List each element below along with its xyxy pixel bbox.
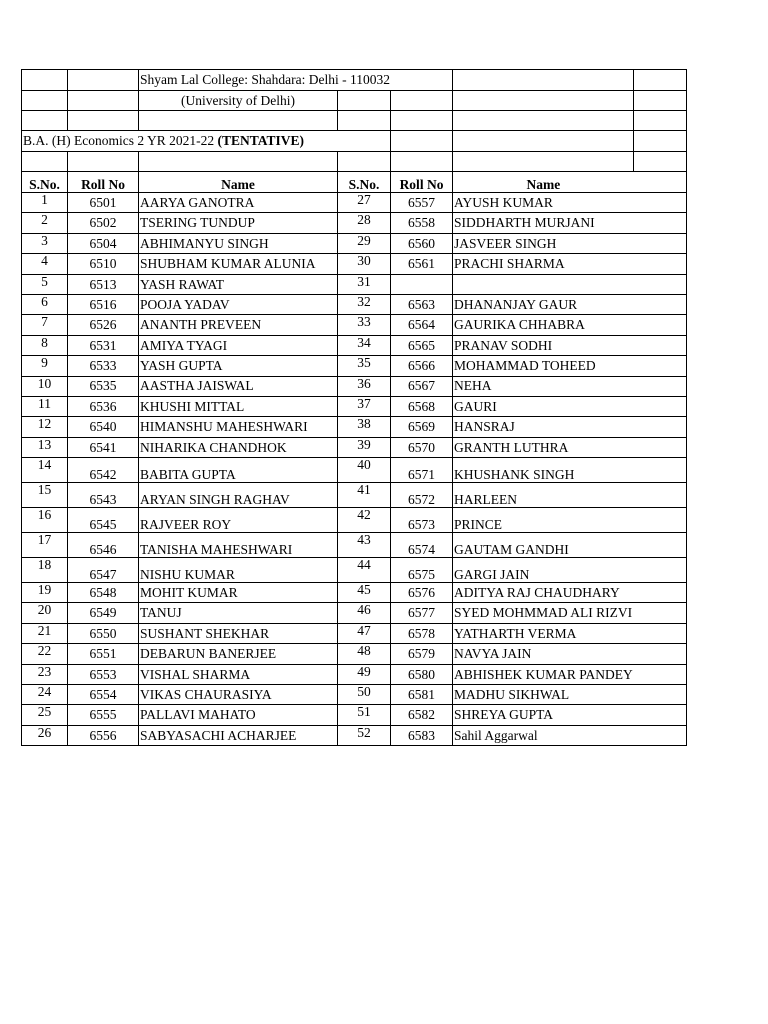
roll-number-cell: 6561 (391, 254, 453, 274)
table-row (22, 685, 687, 705)
roll-number-cell: 6580 (391, 664, 453, 684)
serial-number-cell: 46 (338, 603, 391, 623)
roll-number-cell: 6541 (68, 437, 139, 457)
roll-number-cell: 6526 (68, 315, 139, 335)
student-name-cell: SABYASACHI ACHARJEE (139, 725, 338, 745)
serial-number-cell: 29 (338, 233, 391, 253)
serial-number-cell: 47 (338, 623, 391, 643)
roll-number-cell: 6560 (391, 233, 453, 253)
student-name-cell: MOHIT KUMAR (139, 583, 338, 603)
table-row (22, 725, 687, 745)
roll-number-cell: 6504 (68, 233, 139, 253)
table-row (22, 233, 687, 253)
empty-cell (634, 193, 687, 213)
student-name-cell: PRANAV SODHI (453, 335, 634, 355)
subtitle-row (22, 91, 687, 111)
roll-number-cell: 6546 (68, 533, 139, 558)
empty-cell (634, 396, 687, 416)
empty-cell (634, 644, 687, 664)
student-name-cell: SIDDHARTH MURJANI (453, 213, 634, 233)
table-row (22, 396, 687, 416)
serial-number-cell: 18 (22, 558, 68, 583)
roll-number-cell: 6545 (68, 508, 139, 533)
roll-number-cell: 6540 (68, 417, 139, 437)
blank-row (22, 152, 687, 172)
student-name-cell: DHANANJAY GAUR (453, 294, 634, 314)
empty-cell (634, 233, 687, 253)
roll-number-cell: 6573 (391, 508, 453, 533)
table-row (22, 558, 687, 583)
roll-number-cell: 6574 (391, 533, 453, 558)
sno-header: S.No. (22, 172, 68, 193)
roll-number-cell: 6531 (68, 335, 139, 355)
roll-number-cell: 6570 (391, 437, 453, 457)
student-name-cell: YATHARTH VERMA (453, 623, 634, 643)
serial-number-cell: 13 (22, 437, 68, 457)
empty-cell (634, 583, 687, 603)
roll-number-cell: 6581 (391, 685, 453, 705)
table-row (22, 705, 687, 725)
serial-number-cell: 32 (338, 294, 391, 314)
empty-cell (634, 376, 687, 396)
student-list-table (21, 69, 687, 746)
student-name-cell: AMIYA TYAGI (139, 335, 338, 355)
serial-number-cell: 38 (338, 417, 391, 437)
serial-number-cell: 5 (22, 274, 68, 294)
roll-number-cell: 6579 (391, 644, 453, 664)
serial-number-cell: 35 (338, 356, 391, 376)
table-row (22, 376, 687, 396)
student-name-cell: AASTHA JAISWAL (139, 376, 338, 396)
student-name-cell: RAJVEER ROY (139, 508, 338, 533)
serial-number-cell: 26 (22, 725, 68, 745)
student-name-cell: KHUSHANK SINGH (453, 458, 634, 483)
student-name-cell: TANISHA MAHESHWARI (139, 533, 338, 558)
roll-number-cell: 6563 (391, 294, 453, 314)
empty-cell (634, 315, 687, 335)
roll-number-cell: 6551 (68, 644, 139, 664)
course-row (22, 131, 687, 152)
roll-number-cell: 6550 (68, 623, 139, 643)
table-row (22, 533, 687, 558)
student-name-cell: GARGI JAIN (453, 558, 634, 583)
roll-number-cell: 6510 (68, 254, 139, 274)
college-title: Shyam Lal College: Shahdara: Delhi - 110032 (139, 70, 453, 91)
student-name-cell: NAVYA JAIN (453, 644, 634, 664)
serial-number-cell: 36 (338, 376, 391, 396)
student-name-cell: AARYA GANOTRA (139, 193, 338, 213)
roll-header: Roll No (68, 172, 139, 193)
roll-number-cell: 6565 (391, 335, 453, 355)
roll-number-cell: 6555 (68, 705, 139, 725)
serial-number-cell: 34 (338, 335, 391, 355)
serial-number-cell: 19 (22, 583, 68, 603)
roll-number-cell: 6501 (68, 193, 139, 213)
empty-cell (634, 685, 687, 705)
roll-header-2: Roll No (391, 172, 453, 193)
student-name-cell: Sahil Aggarwal (453, 725, 634, 745)
serial-number-cell: 42 (338, 508, 391, 533)
roll-number-cell: 6575 (391, 558, 453, 583)
roll-number-cell: 6536 (68, 396, 139, 416)
student-name-cell: SYED MOHMMAD ALI RIZVI (453, 603, 634, 623)
serial-number-cell: 16 (22, 508, 68, 533)
student-name-cell: GAUTAM GANDHI (453, 533, 634, 558)
student-name-cell: SUSHANT SHEKHAR (139, 623, 338, 643)
student-name-cell: HANSRAJ (453, 417, 634, 437)
empty-cell (634, 213, 687, 233)
serial-number-cell: 40 (338, 458, 391, 483)
serial-number-cell: 33 (338, 315, 391, 335)
blank-row (22, 111, 687, 131)
serial-number-cell: 37 (338, 396, 391, 416)
roll-number-cell: 6556 (68, 725, 139, 745)
serial-number-cell: 23 (22, 664, 68, 684)
empty-cell (634, 705, 687, 725)
student-name-cell (453, 274, 634, 294)
serial-number-cell: 31 (338, 274, 391, 294)
roll-number-cell: 6533 (68, 356, 139, 376)
student-name-cell: KHUSHI MITTAL (139, 396, 338, 416)
student-name-cell: MOHAMMAD TOHEED (453, 356, 634, 376)
empty-cell (634, 623, 687, 643)
serial-number-cell: 44 (338, 558, 391, 583)
serial-number-cell: 21 (22, 623, 68, 643)
student-name-cell: HARLEEN (453, 483, 634, 508)
empty-cell (634, 294, 687, 314)
name-header-2: Name (453, 172, 634, 193)
serial-number-cell: 15 (22, 483, 68, 508)
student-name-cell: TANUJ (139, 603, 338, 623)
student-name-cell: SHREYA GUPTA (453, 705, 634, 725)
tentative-label: (TENTATIVE) (217, 133, 304, 149)
serial-number-cell: 49 (338, 664, 391, 684)
table-row (22, 508, 687, 533)
table-row (22, 483, 687, 508)
serial-number-cell: 9 (22, 356, 68, 376)
student-name-cell: PRINCE (453, 508, 634, 533)
table-row (22, 356, 687, 376)
roll-number-cell: 6543 (68, 483, 139, 508)
table-row (22, 274, 687, 294)
roll-number-cell: 6558 (391, 213, 453, 233)
student-name-cell: BABITA GUPTA (139, 458, 338, 483)
empty-cell (634, 335, 687, 355)
serial-number-cell: 8 (22, 335, 68, 355)
header-row (22, 172, 687, 193)
empty-cell (634, 533, 687, 558)
table-row (22, 193, 687, 213)
student-name-cell: NEHA (453, 376, 634, 396)
table-row (22, 458, 687, 483)
roll-number-cell: 6549 (68, 603, 139, 623)
serial-number-cell: 41 (338, 483, 391, 508)
serial-number-cell: 17 (22, 533, 68, 558)
serial-number-cell: 14 (22, 458, 68, 483)
serial-number-cell: 22 (22, 644, 68, 664)
table-row (22, 213, 687, 233)
student-name-cell: ARYAN SINGH RAGHAV (139, 483, 338, 508)
roll-number-cell: 6516 (68, 294, 139, 314)
roll-number-cell: 6572 (391, 483, 453, 508)
roll-number-cell: 6569 (391, 417, 453, 437)
roll-number-cell: 6564 (391, 315, 453, 335)
student-name-cell: ABHISHEK KUMAR PANDEY (453, 664, 634, 684)
roll-number-cell: 6571 (391, 458, 453, 483)
roll-number-cell: 6577 (391, 603, 453, 623)
table-row (22, 603, 687, 623)
serial-number-cell: 12 (22, 417, 68, 437)
student-name-cell: GAURI (453, 396, 634, 416)
table-row (22, 294, 687, 314)
empty-cell (634, 437, 687, 457)
student-name-cell: NIHARIKA CHANDHOK (139, 437, 338, 457)
empty-cell (634, 508, 687, 533)
table-row (22, 254, 687, 274)
student-name-cell: POOJA YADAV (139, 294, 338, 314)
student-name-cell: YASH GUPTA (139, 356, 338, 376)
university-label: (University of Delhi) (139, 91, 338, 111)
student-name-cell: YASH RAWAT (139, 274, 338, 294)
serial-number-cell: 50 (338, 685, 391, 705)
roll-number-cell: 6578 (391, 623, 453, 643)
student-name-cell: AYUSH KUMAR (453, 193, 634, 213)
roll-number-cell: 6568 (391, 396, 453, 416)
student-name-cell: ADITYA RAJ CHAUDHARY (453, 583, 634, 603)
serial-number-cell: 39 (338, 437, 391, 457)
student-name-cell: GAURIKA CHHABRA (453, 315, 634, 335)
sno-header-2: S.No. (338, 172, 391, 193)
student-name-cell: VIKAS CHAURASIYA (139, 685, 338, 705)
roll-number-cell: 6548 (68, 583, 139, 603)
serial-number-cell: 4 (22, 254, 68, 274)
serial-number-cell: 1 (22, 193, 68, 213)
serial-number-cell: 43 (338, 533, 391, 558)
table-row (22, 335, 687, 355)
empty-cell (634, 274, 687, 294)
serial-number-cell: 25 (22, 705, 68, 725)
empty-cell (634, 603, 687, 623)
serial-number-cell: 2 (22, 213, 68, 233)
serial-number-cell: 45 (338, 583, 391, 603)
table-row (22, 417, 687, 437)
student-name-cell: PRACHI SHARMA (453, 254, 634, 274)
serial-number-cell: 20 (22, 603, 68, 623)
course-title (22, 131, 391, 152)
roll-number-cell: 6513 (68, 274, 139, 294)
student-name-cell: JASVEER SINGH (453, 233, 634, 253)
serial-number-cell: 51 (338, 705, 391, 725)
table-row (22, 583, 687, 603)
serial-number-cell: 3 (22, 233, 68, 253)
student-name-cell: MADHU SIKHWAL (453, 685, 634, 705)
student-name-cell: HIMANSHU MAHESHWARI (139, 417, 338, 437)
student-name-cell: TSERING TUNDUP (139, 213, 338, 233)
serial-number-cell: 11 (22, 396, 68, 416)
serial-number-cell: 6 (22, 294, 68, 314)
title-row (22, 70, 687, 91)
roll-number-cell: 6554 (68, 685, 139, 705)
student-name-cell: VISHAL SHARMA (139, 664, 338, 684)
serial-number-cell: 52 (338, 725, 391, 745)
course-name: B.A. (H) Economics 2 YR 2021-22 (23, 133, 218, 149)
roll-number-cell: 6583 (391, 725, 453, 745)
student-name-cell: ANANTH PREVEEN (139, 315, 338, 335)
student-name-cell: DEBARUN BANERJEE (139, 644, 338, 664)
empty-cell (634, 483, 687, 508)
roll-number-cell (391, 274, 453, 294)
roll-number-cell: 6567 (391, 376, 453, 396)
empty-cell (634, 664, 687, 684)
empty-cell (634, 254, 687, 274)
serial-number-cell: 27 (338, 193, 391, 213)
empty-cell (634, 458, 687, 483)
table-row (22, 315, 687, 335)
roll-number-cell: 6542 (68, 458, 139, 483)
serial-number-cell: 24 (22, 685, 68, 705)
name-header: Name (139, 172, 338, 193)
table-row (22, 623, 687, 643)
empty-cell (634, 725, 687, 745)
roll-number-cell: 6582 (391, 705, 453, 725)
serial-number-cell: 28 (338, 213, 391, 233)
roll-number-cell: 6535 (68, 376, 139, 396)
serial-number-cell: 30 (338, 254, 391, 274)
serial-number-cell: 48 (338, 644, 391, 664)
roll-number-cell: 6553 (68, 664, 139, 684)
table-row (22, 664, 687, 684)
student-name-cell: SHUBHAM KUMAR ALUNIA (139, 254, 338, 274)
empty-cell (634, 417, 687, 437)
empty-cell (634, 558, 687, 583)
table-row (22, 437, 687, 457)
serial-number-cell: 10 (22, 376, 68, 396)
student-name-cell: NISHU KUMAR (139, 558, 338, 583)
roll-number-cell: 6502 (68, 213, 139, 233)
roll-number-cell: 6566 (391, 356, 453, 376)
empty-cell (634, 356, 687, 376)
roll-number-cell: 6576 (391, 583, 453, 603)
table-row (22, 644, 687, 664)
student-name-cell: GRANTH LUTHRA (453, 437, 634, 457)
roll-number-cell: 6547 (68, 558, 139, 583)
serial-number-cell: 7 (22, 315, 68, 335)
roll-number-cell: 6557 (391, 193, 453, 213)
student-name-cell: ABHIMANYU SINGH (139, 233, 338, 253)
student-name-cell: PALLAVI MAHATO (139, 705, 338, 725)
